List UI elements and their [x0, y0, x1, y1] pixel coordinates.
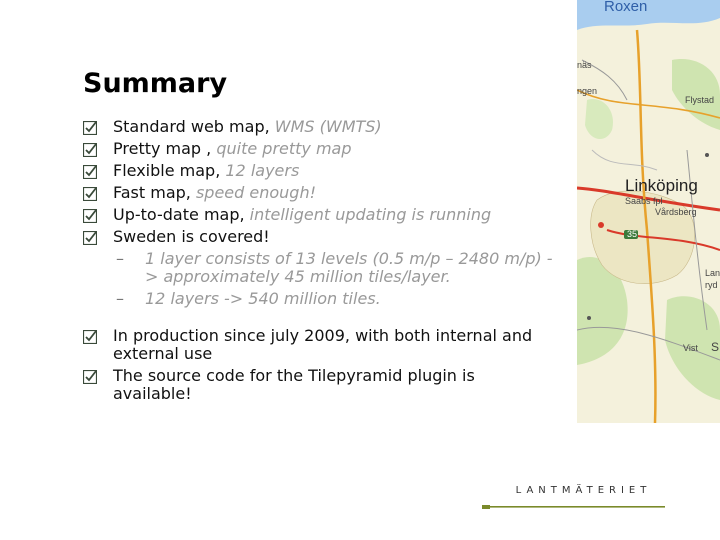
- bullet-italic: 12 layers: [225, 161, 300, 180]
- map-label-vardsberg: Vårdsberg: [655, 207, 697, 217]
- checkbox-icon: [83, 370, 97, 384]
- map-label-flystad: Flystad: [685, 95, 715, 105]
- logo-rule: [482, 505, 665, 509]
- bullet-italic: quite pretty map: [216, 139, 352, 158]
- checkbox-icon: [83, 165, 97, 179]
- checkbox-icon: [83, 231, 97, 245]
- bullet-item: [83, 327, 553, 363]
- bullet-text: The source code for the Tilepyramid plugin is available!: [113, 366, 475, 403]
- map-label-lan: Lan: [705, 268, 720, 278]
- bullet-italic: WMS (WMTS): [274, 117, 382, 136]
- bullet-text: Flexible map,: [113, 161, 226, 180]
- bullet-text: Pretty map ,: [113, 139, 217, 158]
- slide-title: Summary: [83, 68, 228, 99]
- sub-bullet-text: 1 layer consists of 13 levels (0.5 m/p – 2480 m/p) -> approximately 45 million tiles/layer.: [145, 249, 553, 286]
- map-label-vist: Vist: [683, 343, 698, 353]
- bullet-item: [83, 118, 553, 136]
- sub-bullet-item: [83, 250, 553, 286]
- map-label-linkoping: Linköping: [625, 176, 698, 195]
- checkbox-icon: [83, 209, 97, 223]
- sub-bullet-item: [83, 290, 553, 308]
- bullet-item: [83, 206, 553, 224]
- map-label-roxen: Roxen: [604, 0, 648, 15]
- bullet-text: Sweden is covered!: [113, 227, 270, 246]
- map-graphic: [577, 0, 720, 423]
- map-label-saab: Saabs fpl: [625, 196, 663, 206]
- bullet-text: Standard web map,: [113, 117, 275, 136]
- checkbox-icon: [83, 330, 97, 344]
- checkbox-icon: [83, 121, 97, 135]
- map-label-ryd: ryd: [705, 280, 718, 290]
- bullet-item: [83, 228, 553, 246]
- checkbox-icon: [83, 143, 97, 157]
- checkbox-icon: [83, 187, 97, 201]
- map-label-s: S: [711, 340, 720, 354]
- map-label-nas: näs: [577, 60, 592, 70]
- sub-bullet-text: 12 layers -> 540 million tiles.: [145, 289, 381, 308]
- bullet-italic: speed enough!: [195, 183, 316, 202]
- bullet-item: [83, 162, 553, 180]
- bullet-text: Fast map,: [113, 183, 196, 202]
- bullet-text: Up-to-date map,: [113, 205, 250, 224]
- lantmateriet-logo: [482, 485, 665, 496]
- logo-text: LANTMÄTERIET: [515, 485, 652, 496]
- bullet-item: [83, 367, 553, 403]
- map-label-ngen: ngen: [577, 86, 598, 96]
- bullet-item: [83, 184, 553, 202]
- bullet-italic: intelligent updating is running: [249, 205, 492, 224]
- bullet-list: [83, 118, 553, 407]
- dash-marker: –: [116, 249, 124, 268]
- map-label-road35: 35: [627, 229, 638, 239]
- bullet-item: [83, 140, 553, 158]
- map-image: [577, 0, 720, 423]
- dash-marker: –: [116, 289, 124, 308]
- bullet-text: In production since july 2009, with both internal and external use: [113, 326, 533, 363]
